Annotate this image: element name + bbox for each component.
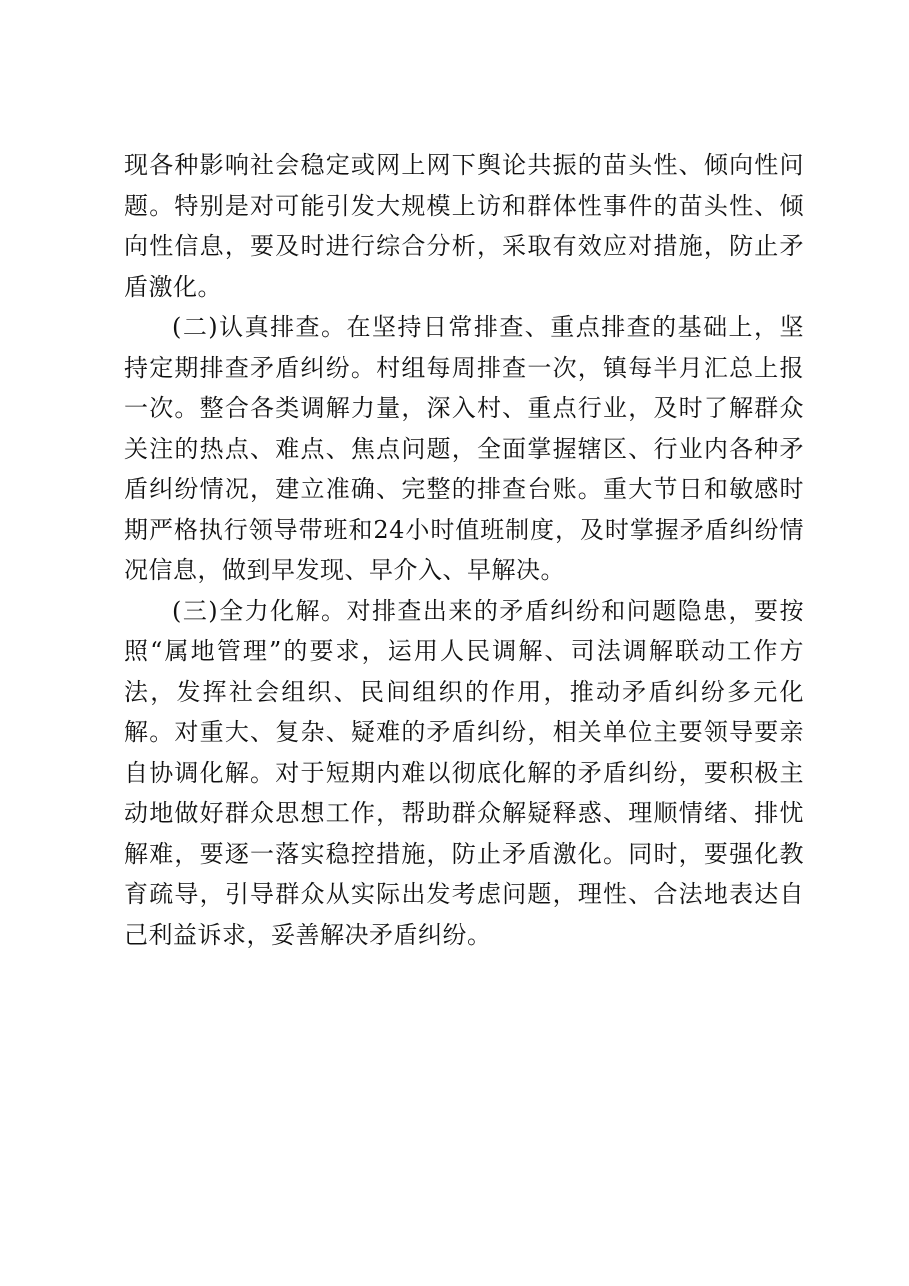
paragraph-section-3: (三)全力化解。对排查出来的矛盾纠纷和问题隐患，要按照“属地管理”的要求，运用人民调解、司法调解联动工作方法，发挥社会组织、民间组织的作用，推动矛盾纠纷多元化解。对重大、复杂、疑难的矛盾纠纷，相关单位主要领导要亲自协调化解。对于短期内难以彻底化解的矛盾纠纷，要积极主动地做好群众思想工作，帮助群众解疑释惑、理顺情绪、排忧解难，要逐一落实稳控措施，防止矛盾激化。同时，要强化教育疏导，引导群众从实际出发考虑问题，理性、合法地表达自己利益诉求，妥善解决矛盾纠纷。 xyxy=(124,596,804,949)
paragraph-continued: 现各种影响社会稳定或网上网下舆论共振的苗头性、倾向性问题。特别是对可能引发大规模上访和群体性事件的苗头性、倾向性信息，要及时进行综合分析，采取有效应对措施，防止矛盾激化。 xyxy=(124,151,804,301)
paragraph-section-2: (二)认真排查。在坚持日常排查、重点排查的基础上，坚持定期排查矛盾纠纷。村组每周排查一次，镇每半月汇总上报一次。整合各类调解力量，深入村、重点行业，及时了解群众关注的热点、难点、焦点问题，全面掌握辖区、行业内各种矛盾纠纷情况，建立准确、完整的排查台账。重大节日和敏感时期严格执行领导带班和24小时值班制度，及时掌握矛盾纠纷情况信息，做到早发现、早介入、早解决。 xyxy=(124,313,804,584)
document-body xyxy=(124,145,804,955)
